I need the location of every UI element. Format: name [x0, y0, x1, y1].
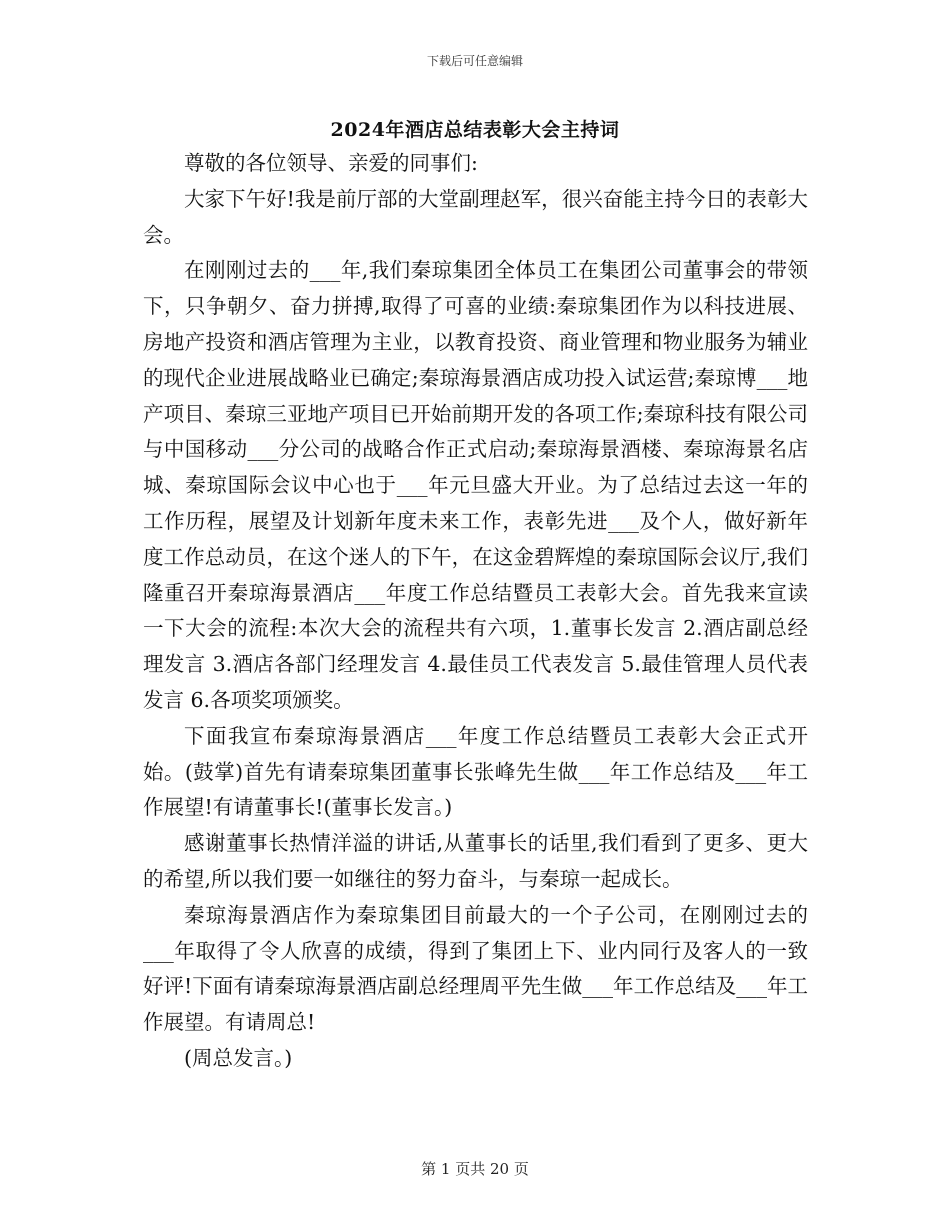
- paragraph-thanks: 感谢董事长热情洋溢的讲话,从董事长的话里,我们看到了更多、更大的希望,所以我们要一如继往的努力奋斗，与秦琼一起成长。: [143, 831, 808, 891]
- paragraph-review: 在刚刚过去的___年,我们秦琼集团全体员工在集团公司董事会的带领下，只争朝夕、奋力拼搏,取得了可喜的业绩:秦琼集团作为以科技进展、房地产投资和酒店管理为主业，以教育投资、商业管理和物业服务为辅业的现代企业进展战略业已确定;秦琼海景酒店成功投入试运营;秦琼博___地产项目、秦琼三亚地产项目已开始前期开发的各项工作;秦琼科技有限公司与中国移动___分公司的战略合作正式启动;秦琼海景酒楼、秦琼海景名店城、秦琼国际会议中心也于___年元旦盛大开业。为了总结过去这一年的工作历程，展望及计划新年度未来工作，表彰先进___及个人，做好新年度工作总动员，在这个迷人的下午，在这金碧辉煌的秦琼国际会议厅,我们隆重召开秦琼海景酒店___年度工作总结暨员工表彰大会。首先我来宣读一下大会的流程:本次大会的流程共有六项，1.董事长发言 2.酒店副总经理发言 3.酒店各部门经理发言 4.最佳员工代表发言 5.最佳管理人员代表发言 6.各项奖项颁奖。: [143, 258, 808, 712]
- page-number: 第 1 页共 20 页: [421, 1160, 529, 1178]
- document-body: [143, 146, 808, 1077]
- paragraph-stage-note: (周总发言。): [184, 1045, 293, 1070]
- paragraph-hotel-intro: 秦琼海景酒店作为秦琼集团目前最大的一个子公司，在刚刚过去的___年取得了令人欣喜的成绩，得到了集团上下、业内同行及客人的一致好评!下面有请秦琼海景酒店副总经理周平先生做___年工作总结及___年工作展望。有请周总!: [143, 902, 808, 1035]
- paragraph-opening: 下面我宣布秦琼海景酒店___年度工作总结暨员工表彰大会正式开始。(鼓掌)首先有请秦琼集团董事长张峰先生做___年工作总结及___年工作展望!有请董事长!(董事长发言。): [143, 723, 808, 820]
- paragraph-salutation: 尊敬的各位领导、亲爱的同事们:: [184, 151, 478, 175]
- page-header-note: 下载后可任意编辑: [426, 54, 523, 68]
- paragraph-greeting: 大家下午好!我是前厅部的大堂副理赵军，很兴奋能主持今日的表彰大会。: [143, 186, 808, 247]
- document-title: 2024年酒店总结表彰大会主持词: [330, 119, 620, 141]
